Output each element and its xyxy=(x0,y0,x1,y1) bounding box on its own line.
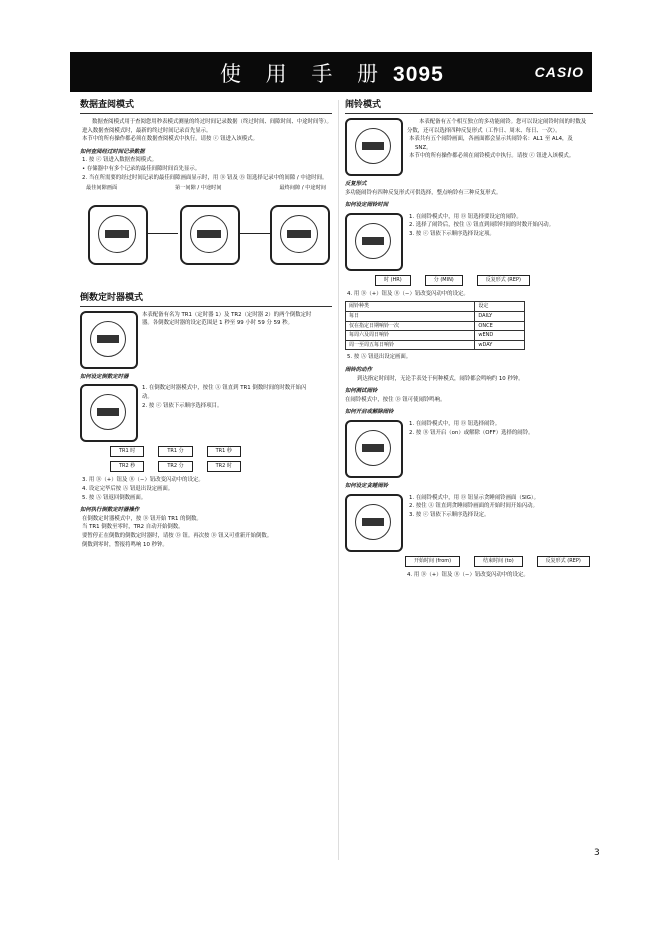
subheading: 如何查阅经过时间记录数据 xyxy=(80,148,145,155)
header-banner xyxy=(70,52,592,92)
watch-illustration xyxy=(80,311,138,369)
repeat-table: 闹铃种类 设定 每日 DAILY 仅在指定日期响铃一次 ONCE 每周六及周日响铃 wEND 周一至周五每日响铃 wDAY xyxy=(345,301,525,350)
subheading: 如何开启或解除闹铃 xyxy=(345,409,394,416)
subheading: 如何执行倒数定时器操作 xyxy=(80,507,140,514)
paragraph: 到达指定时间时，无论手表处于何种模式，闹铃都会鸣响约 10 秒钟。 xyxy=(357,375,524,382)
subheading: 如何测试闹铃 xyxy=(345,388,378,395)
subheading: 如何设定倒数定时器 xyxy=(80,373,129,380)
paragraph: 在闹铃模式中，按住 Ⓓ 钮可使闹铃鸣响。 xyxy=(345,396,446,403)
step: 3. 用 Ⓓ（+）钮及 Ⓑ（−）钮改变闪动中的设定。 xyxy=(82,477,204,484)
step: 3. 按 ⓒ 钮依下示顺序选择设定。 xyxy=(409,511,490,518)
step: 3. 按 ⓒ 钮依下示顺序选择设定项。 xyxy=(409,230,495,237)
page-number: 3 xyxy=(594,848,600,858)
bullet: 倒数到零时，警报将鸣响 10 秒钟。 xyxy=(82,541,168,548)
arrow-icon xyxy=(240,233,270,234)
watch-icon xyxy=(88,205,148,265)
step: 2. 按住 Ⓐ 钮直到贪睡闹铃画面的开始时间开始闪动。 xyxy=(409,503,538,510)
step: 5. 按 Ⓐ 钮返回倒数画面。 xyxy=(82,494,147,501)
step: 1. 在闹铃模式中，用 Ⓓ 钮选择要设定的闹铃。 xyxy=(409,213,522,220)
subheading: 反复形式 xyxy=(345,181,367,187)
step: 1. 按 ⓒ 钮进入数据查阅模式。 xyxy=(82,157,157,164)
step: 1. 在闹铃模式中，用 Ⓓ 钮显示贪睡闹铃画面（SIG）。 xyxy=(409,494,539,501)
paragraph: 多功能闹铃有四种反复形式可供选择，整点响铃有三种反复形式。 xyxy=(345,189,502,196)
watch-illustration xyxy=(345,420,403,478)
step: • 存储器中有多个记录的最佳间隙时间首先显示。 xyxy=(82,165,201,172)
right-column xyxy=(345,100,593,579)
subheading: 如何设定贪睡闹铃 xyxy=(345,482,389,489)
bullet: 当 TR1 倒数至零时，TR2 自动开始倒数。 xyxy=(82,524,184,531)
section-heading: 闹铃模式 xyxy=(345,100,593,114)
bullet: 本节中的所有操作都必须在数据查阅模式中执行。请按 ⓒ 钮进入该模式。 xyxy=(82,136,258,143)
watch-icon xyxy=(180,205,240,265)
step: 4. 用 Ⓓ（+）钮及 Ⓑ（−）钮改变闪动中的设定。 xyxy=(347,290,469,297)
subheading: 闹铃的动作 xyxy=(345,366,372,373)
step: 5. 按 Ⓐ 钮退出设定画面。 xyxy=(347,354,412,361)
manual-title: 使 用 手 册 3095 xyxy=(220,62,444,86)
bullet: 在倒数定时器模式中，按 Ⓓ 钮开始 TR1 的倒数。 xyxy=(82,515,202,522)
left-column xyxy=(80,100,332,549)
bullet: 本表共有五个闹铃画面，各画面都会显示其闹铃名：AL1 至 AL4，及 SNZ。 xyxy=(409,136,573,151)
sequence-boxes: TR2 秒 TR2 分 TR2 时 xyxy=(110,461,332,472)
watch-illustration xyxy=(345,213,403,271)
bullet: 本节中的所有操作都必须在闹铃模式中执行。请按 ⓒ 钮进入该模式。 xyxy=(409,153,575,160)
bullet: 进入数据查阅模式时，最新的终过时间记录首先显示。 xyxy=(82,127,212,134)
paragraph: 本表配备有五个相互独立的多功能闹铃。您可以设定闹铃时间的时数及分数，还可以选择四种反复形式（工作日、周末、每日、一次）。 xyxy=(407,119,587,134)
step: 2. 按 Ⓑ 钮开启（on）或解除（OFF）选择的闹铃。 xyxy=(409,429,534,436)
sequence-boxes: TR1 时 TR1 分 TR1 秒 xyxy=(110,446,332,457)
step: 2. 按 ⓒ 钮依下示顺序选择项目。 xyxy=(142,402,223,409)
step: 2. 选择了闹铃后，按住 Ⓐ 钮直到闹铃时间的时数开始闪动。 xyxy=(409,222,555,229)
section-heading: 数据查阅模式 xyxy=(80,100,332,114)
diagram-labels: 最佳间隙画面 第一间隙 / 中途时间 最终间隙 / 中途时间 xyxy=(86,185,326,192)
arrow-icon xyxy=(148,233,178,234)
step: 1. 在倒数定时器模式中，按住 Ⓐ 钮直到 TR1 倒数时间的时数开始闪动。 xyxy=(142,385,307,400)
watch-diagram xyxy=(80,195,332,277)
watch-illustration xyxy=(80,384,138,442)
paragraph: 数据查阅模式用于查阅您用秒表模式测量的终过时间记录数据（终过时间、间隙时间、中途时间等）。 xyxy=(92,119,332,125)
subheading: 如何设定闹铃时间 xyxy=(345,202,389,209)
step: 4. 用 Ⓓ（+）钮及 Ⓑ（−）钮改变闪动中的设定。 xyxy=(407,571,529,578)
sequence-boxes: 开始时间 (from) 结束时间 (to) 反复形式 (REP) xyxy=(405,556,593,567)
step: 2. 当在所需要的经过时间记录的最佳间隙画面显示时，用 Ⓓ 钮及 Ⓑ 钮选择记录中的间隙 / 中途时间。 xyxy=(82,174,328,181)
paragraph: 本表配备有名为 TR1（定时器 1）及 TR2（定时器 2）的两个倒数定时器。各倒数定时器的设定范围是 1 秒至 99 小时 59 分 59 秒。 xyxy=(142,311,312,327)
column-divider xyxy=(338,100,339,860)
brand-logo: CASIO xyxy=(534,64,584,80)
sequence-boxes: 时 (HR) 分 (MIN) 反复形式 (REP) xyxy=(375,275,593,286)
watch-icon xyxy=(270,205,330,265)
bullet: 要暂停正在倒数的倒数定时器时，请按 Ⓓ 钮。再次按 Ⓓ 钮又可重新开始倒数。 xyxy=(82,532,273,539)
watch-illustration xyxy=(345,494,403,552)
step: 1. 在闹铃模式中，用 Ⓓ 钮选择闹铃。 xyxy=(409,420,501,427)
step: 4. 设定完毕后按 Ⓐ 钮退出设定画面。 xyxy=(82,485,174,492)
section-heading: 倒数定时器模式 xyxy=(80,293,332,307)
watch-illustration xyxy=(345,118,403,176)
